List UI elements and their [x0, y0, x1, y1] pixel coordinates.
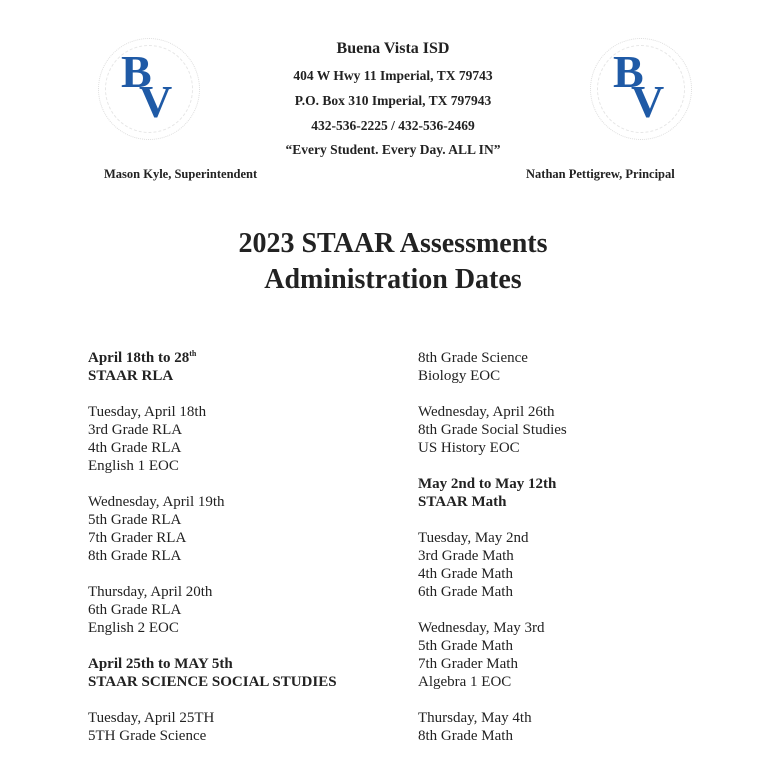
- line-text: 3rd Grade RLA: [88, 422, 183, 438]
- line-text: 5TH Grade Science: [88, 728, 207, 744]
- schedule-line: [418, 367, 567, 385]
- line-text: Thursday, April 20th: [88, 584, 213, 600]
- schedule-line: [418, 439, 567, 457]
- line-text: 6th Grade RLA: [88, 602, 182, 618]
- line-text: STAAR SCIENCE SOCIAL STUDIES: [88, 674, 337, 690]
- line-text: 4th Grade RLA: [88, 440, 182, 456]
- schedule-line: [88, 529, 337, 547]
- line-text: 5th Grade Math: [418, 638, 513, 654]
- schedule-line: [88, 493, 337, 511]
- schedule-line: [418, 637, 567, 655]
- line-text: English 2 EOC: [88, 620, 179, 636]
- district-logo-left: B V: [98, 38, 200, 140]
- line-text: April 18th to 28: [88, 350, 190, 366]
- blank-line: [88, 637, 337, 655]
- section-heading: [418, 475, 567, 493]
- blank-line: [418, 457, 567, 475]
- schedule-line: [418, 709, 567, 727]
- po-box: P.O. Box 310 Imperial, TX 797943: [294, 93, 492, 108]
- right-column: [418, 349, 567, 745]
- line-text: Tuesday, April 25TH: [88, 710, 215, 726]
- blank-line: [88, 565, 337, 583]
- schedule-line: [88, 421, 337, 439]
- line-text: 8th Grade Science: [418, 350, 528, 366]
- line-text: May 2nd to May 12th: [418, 476, 557, 492]
- schedule-line: [418, 673, 567, 691]
- schedule-line: [418, 727, 567, 745]
- line-text: Wednesday, April 26th: [418, 404, 555, 420]
- schedule-line: [418, 547, 567, 565]
- left-column: [88, 349, 337, 745]
- line-text: 6th Grade Math: [418, 584, 513, 600]
- schedule-line: [418, 655, 567, 673]
- blank-line: [418, 601, 567, 619]
- line-text: Tuesday, April 18th: [88, 404, 207, 420]
- schedule-line: [418, 583, 567, 601]
- schedule-line: [418, 349, 567, 367]
- schedule-line: [418, 529, 567, 547]
- schedule-line: [88, 511, 337, 529]
- principal-name: Nathan Pettigrew, Principal: [526, 167, 675, 181]
- line-text: English 1 EOC: [88, 458, 179, 474]
- schedule-line: [88, 727, 337, 745]
- superintendent-name: Mason Kyle, Superintendent: [104, 167, 258, 181]
- schedule-line: [418, 619, 567, 637]
- address: 404 W Hwy 11 Imperial, TX 79743: [293, 68, 493, 83]
- line-text: 7th Grader RLA: [88, 530, 187, 546]
- blank-line: [88, 691, 337, 709]
- line-text: 4th Grade Math: [418, 566, 513, 582]
- blank-line: [418, 691, 567, 709]
- line-text: STAAR RLA: [88, 368, 174, 384]
- line-text: Tuesday, May 2nd: [418, 530, 529, 546]
- line-text: 3rd Grade Math: [418, 548, 514, 564]
- schedule-line: [418, 403, 567, 421]
- line-text: 8th Grade Math: [418, 728, 513, 744]
- line-text: US History EOC: [418, 440, 520, 456]
- section-heading: [88, 655, 337, 673]
- schedule-line: [88, 457, 337, 475]
- schedule-line: [88, 619, 337, 637]
- schedule-line: [88, 547, 337, 565]
- page-title-line1: 2023 STAAR Assessments: [238, 228, 548, 259]
- section-heading: [418, 493, 567, 511]
- schedule-line: [88, 709, 337, 727]
- line-text: 5th Grade RLA: [88, 512, 182, 528]
- blank-line: [88, 475, 337, 493]
- line-text: April 25th to MAY 5th: [88, 656, 233, 672]
- line-text: Biology EOC: [418, 368, 501, 384]
- phone-numbers: 432-536-2225 / 432-536-2469: [311, 118, 475, 133]
- schedule-line: [418, 565, 567, 583]
- line-text: 8th Grade Social Studies: [418, 422, 567, 438]
- page-title-line2: Administration Dates: [264, 264, 522, 295]
- line-text: Wednesday, April 19th: [88, 494, 225, 510]
- superscript: th: [189, 349, 197, 358]
- schedule-line: [88, 601, 337, 619]
- line-text: Thursday, May 4th: [418, 710, 532, 726]
- schedule-line: [418, 421, 567, 439]
- section-heading: [88, 673, 337, 691]
- district-logo-right: B V: [590, 38, 692, 140]
- blank-line: [418, 385, 567, 403]
- section-heading: [88, 367, 337, 385]
- line-text: 7th Grader Math: [418, 656, 518, 672]
- line-text: 8th Grade RLA: [88, 548, 182, 564]
- schedule-line: [88, 583, 337, 601]
- line-text: STAAR Math: [418, 494, 507, 510]
- motto: “Every Student. Every Day. ALL IN”: [285, 142, 501, 157]
- schedule-line: [88, 439, 337, 457]
- district-name: Buena Vista ISD: [336, 40, 450, 57]
- line-text: Wednesday, May 3rd: [418, 620, 545, 636]
- blank-line: [418, 511, 567, 529]
- blank-line: [88, 385, 337, 403]
- schedule-line: [88, 403, 337, 421]
- section-heading: [88, 349, 337, 367]
- line-text: Algebra 1 EOC: [418, 674, 512, 690]
